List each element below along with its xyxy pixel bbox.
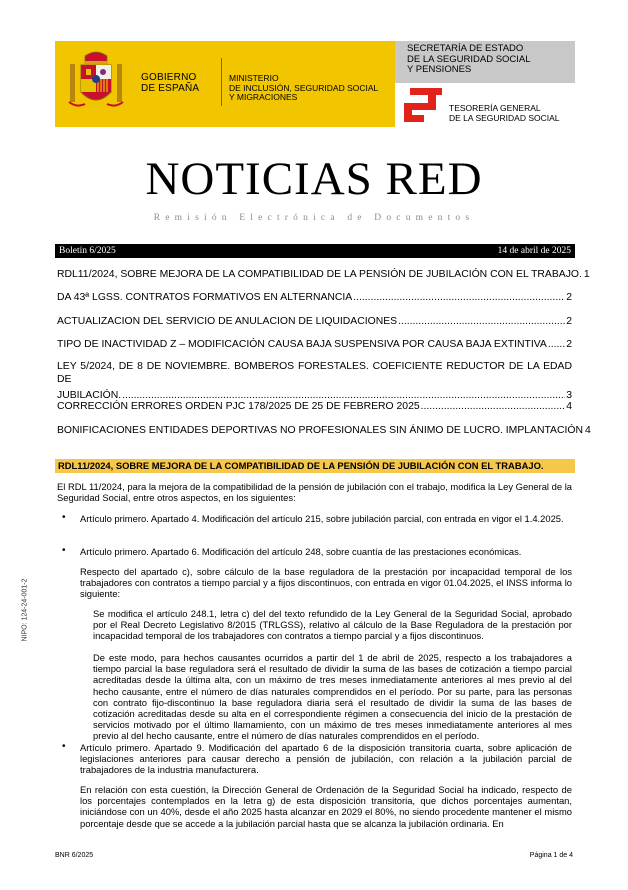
toc-entry-text: TIPO DE INACTIVIDAD Z – MODIFICACIÓN CAUSA BAJA SUSPENSIVA POR CAUSA BAJA EXTINTIVA <box>57 339 547 350</box>
bullet-marker: • <box>62 545 66 556</box>
secretaria-line-1: SECRETARÍA DE ESTADO <box>407 43 524 54</box>
toc-page: 3 <box>566 390 572 401</box>
toc-entry-3[interactable] <box>57 315 572 328</box>
toc-entry-text: BONIFICACIONES ENTIDADES DEPORTIVAS NO PROFESIONALES SIN ÁNIMO DE LUCRO. IMPLANTACIÓN <box>57 425 583 436</box>
coat-of-arms-icon <box>67 50 125 116</box>
toc-leader <box>398 315 565 328</box>
section-heading <box>55 459 575 473</box>
bullet-marker: • <box>62 512 66 523</box>
section-heading-text: RDL11/2024, SOBRE MEJORA DE LA COMPATIBILIDAD DE LA PENSIÓN DE JUBILACIÓN CON EL TRABAJO. <box>58 460 544 471</box>
toc-entry-7[interactable] <box>57 424 591 437</box>
bullet-3-text: Artículo primero. Apartado 9. Modificación del apartado 6 de la disposición transitoria cuarta, sobre aplicación de legislaciones anteriores para causar derecho a pensión de jubilación, con relación a la jubilación parcial de trabajadores de la industria manufacturera. <box>80 742 572 776</box>
bullet-2-text: Artículo primero. Apartado 6. Modificación del artículo 248, sobre cuantía de las prestaciones económicas. <box>80 546 522 557</box>
nipo-text: NIPO: 124-24-001-2 <box>21 578 29 642</box>
gobierno-line-1: GOBIERNO <box>141 72 197 83</box>
header-divider <box>221 58 222 106</box>
ministerio-label <box>229 74 389 103</box>
gobierno-line-2: DE ESPAÑA <box>141 83 200 94</box>
toc-entry-text: CORRECCIÓN ERRORES ORDEN PJC 178/2025 DE 25 DE FEBRERO 2025 <box>57 401 420 412</box>
toc-page: 2 <box>566 339 572 350</box>
bullet-marker: • <box>62 741 66 752</box>
toc-page: 4 <box>566 401 572 412</box>
page-subtitle: Remisión Electrónica de Documentos <box>153 213 475 223</box>
bullet-3-paragraph: En relación con esta cuestión, la Dirección General de Ordenación de la Seguridad Social ha indicado, respecto de los porcentajes contemplados en la letra g) de esta disposición transitoria, que dichos porcentajes aumentan, iniciándose con un 40%, desde el año 2025 hasta alcanzar en 2029 el 80%, no siendo procedente mantener el mismo porcentaje desde que se accede a la jubilación parcial hasta que se alcanza la jubilación ordinaria. En <box>80 784 572 829</box>
secretaria-line-2: DE LA SEGURIDAD SOCIAL <box>407 53 531 65</box>
bullet-2-paragraph: Respecto del apartado c), sobre cálculo de la base reguladora de la prestación por incapacidad temporal de los trabajadores con contratos a tiempo parcial y a fijos discontinuos, con entrada en vigor 01.04.2025, el INSS informa lo siguiente: <box>80 566 572 600</box>
toc-entry-6[interactable] <box>57 400 572 413</box>
toc-leader <box>548 338 565 351</box>
footer-page-number: Página 1 de 4 <box>529 852 573 859</box>
nipo-side-note <box>20 575 30 645</box>
toc-entry-text: RDL11/2024, SOBRE MEJORA DE LA COMPATIBILIDAD DE LA PENSIÓN DE JUBILACIÓN CON EL TRABAJO. <box>57 269 582 280</box>
toc-entry-text-line1: LEY 5/2024, DE 8 DE NOVIEMBRE. BOMBEROS FORESTALES. COEFICIENTE REDUCTOR DE LA EDAD DE <box>57 361 572 385</box>
toc-leader <box>353 291 565 304</box>
secretaria-label <box>407 44 572 76</box>
quote-paragraph-2: De este modo, para hechos causantes ocurridos a partir del 1 de abril de 2025, respecto a los trabajadores a tiempo parcial la base reguladora será el resultado de dividir la suma de las bases de cotización a tiempo parcial acreditadas desde la última alta, con un máximo de tres meses inmediatamente anteriores al mes previo al del hecho causante, entre el número de días naturales comprendidos en el período. Por su parte, para las personas con contrato fijo-discontinuo la base reguladora diaria será el resultado de dividir la suma de las bases de cotización acreditadas desde su alta en el correspondiente régimen a consecuencia del inicio de la prestación de servicios motivado por el último llamamiento, con un máximo de tres meses inmediatamente anteriores al mes previo al del hecho causante, entre el número de días naturales comprendidos en el período. <box>93 652 572 742</box>
toc-entry-2[interactable] <box>57 291 572 304</box>
toc-page: 2 <box>566 292 572 303</box>
bulletin-bar <box>55 244 575 258</box>
tesoreria-line-2: DE LA SEGURIDAD SOCIAL <box>449 113 560 123</box>
tgss-logo-icon <box>404 88 442 122</box>
toc-page: 1 <box>583 269 590 280</box>
toc-entry-text: DA 43ª LGSS. CONTRATOS FORMATIVOS EN ALTERNANCIA <box>57 292 353 303</box>
bulletin-date: 14 de abril de 2025 <box>497 246 571 256</box>
secretaria-line-3: Y PENSIONES <box>407 64 472 75</box>
tesoreria-line-1: TESORERÍA GENERAL <box>449 103 541 113</box>
page-title: NOTICIAS RED <box>145 153 483 205</box>
ministerio-line-2: DE INCLUSIÓN, SEGURIDAD SOCIAL <box>229 82 379 93</box>
tesoreria-label <box>449 103 569 123</box>
bullet-1-text: Artículo primero. Apartado 4. Modificación del artículo 215, sobre jubilación parcial, con entrada en vigor el 1.4.2025. <box>80 513 564 524</box>
toc-leader <box>421 400 566 413</box>
toc-entry-1[interactable] <box>57 268 590 281</box>
ministerio-line-3: Y MIGRACIONES <box>229 92 298 102</box>
ministerio-line-1: MINISTERIO <box>229 73 279 83</box>
bulletin-number: Boletín 6/2025 <box>59 246 116 256</box>
section-intro: El RDL 11/2024, para la mejora de la compatibilidad de la pensión de jubilación con el trabajo, modifica la Ley General de la Seguridad Social, entre otros aspectos, en los siguientes: <box>57 481 572 504</box>
toc-page: 4 <box>584 425 591 436</box>
footer-bulletin-id: BNR 6/2025 <box>55 852 94 859</box>
toc-entry-4[interactable] <box>57 338 572 351</box>
toc-page: 2 <box>566 316 572 327</box>
toc-entry-text: JUBILACIÓN. <box>57 390 122 401</box>
quote-paragraph-1: Se modifica el artículo 248.1, letra c) del del texto refundido de la Ley General de la Seguridad Social, aprobado por el Real Decreto Legislativo 8/2015 (TRLGSS), relativo al cálculo de la Base Reguladora de la prestación por incapacidad temporal de los trabajadores con contratos a tiempo parcial y a fijos discontinuos. <box>93 608 572 642</box>
toc-entry-text: ACTUALIZACION DEL SERVICIO DE ANULACION DE LIQUIDACIONES <box>57 316 398 327</box>
toc-entry-5[interactable] <box>57 360 572 402</box>
gobierno-label <box>141 72 221 94</box>
